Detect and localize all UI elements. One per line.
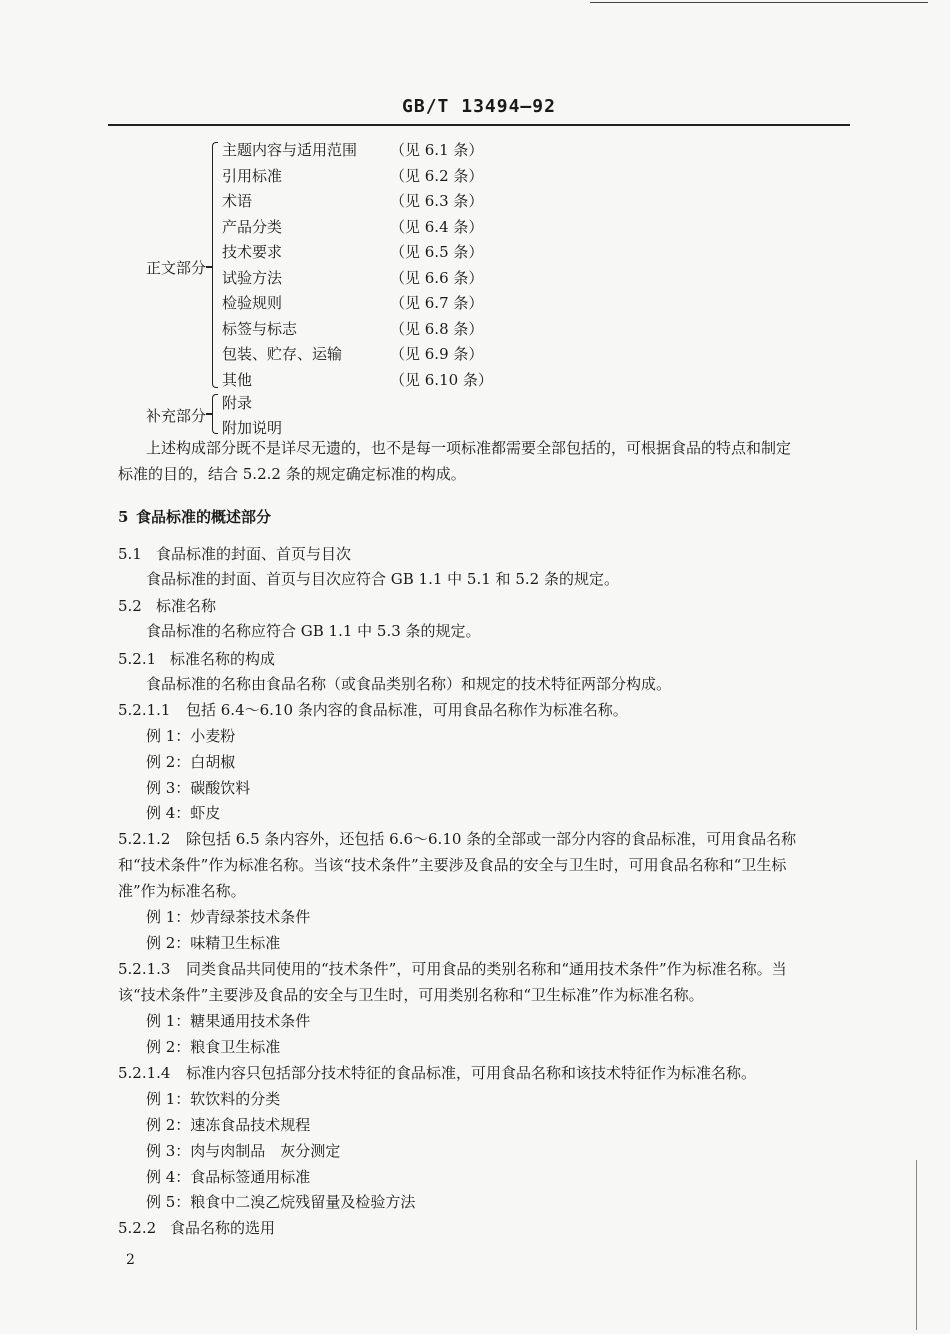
standard-code-header: GB/T 13494—92 bbox=[402, 96, 556, 117]
paragraph-line: 除包括 6.5 条内容外，还包括 6.6～6.10 条的全部或一部分内容的食品标准，可用食品名称 bbox=[186, 830, 797, 848]
list-item: 附加说明 bbox=[222, 419, 283, 437]
list-item: 包装、贮存、运输 bbox=[222, 345, 343, 363]
header-rule bbox=[108, 124, 850, 126]
list-item: 主题内容与适用范围 bbox=[222, 141, 358, 159]
section-5-2-2-title: 食品名称的选用 bbox=[170, 1219, 276, 1237]
supp-part-brace-tip bbox=[206, 413, 212, 415]
list-item-ref: （见 6.8 条） bbox=[390, 320, 484, 338]
list-item: 附录 bbox=[222, 394, 253, 412]
example-item: 例 1：糖果通用技术条件 bbox=[146, 1012, 311, 1030]
list-item: 试验方法 bbox=[222, 269, 283, 287]
section-5-2-1-title: 标准名称的构成 bbox=[170, 650, 276, 668]
section-5-1-title: 食品标准的封面、首页与目次 bbox=[156, 545, 352, 563]
example-item: 例 5：粮食中二溴乙烷残留量及检验方法 bbox=[146, 1193, 416, 1211]
section-5-1-body: 食品标准的封面、首页与目次应符合 GB 1.1 中 5.1 和 5.2 条的规定。 bbox=[146, 570, 619, 588]
section-5-2-title: 标准名称 bbox=[156, 597, 217, 615]
list-item: 术语 bbox=[222, 192, 253, 210]
list-item-ref: （见 6.9 条） bbox=[390, 345, 484, 363]
list-item-ref: （见 6.6 条） bbox=[390, 269, 484, 287]
list-item-ref: （见 6.4 条） bbox=[390, 218, 484, 236]
example-item: 例 4：食品标签通用标准 bbox=[146, 1168, 311, 1186]
paragraph-line: 该“技术条件”主要涉及食品的安全与卫生时，可用类别名称和“卫生标准”作为标准名称。 bbox=[118, 986, 704, 1004]
example-item: 例 1：小麦粉 bbox=[146, 727, 236, 745]
example-item: 例 3：肉与肉制品 灰分测定 bbox=[146, 1142, 341, 1160]
example-item: 例 2：白胡椒 bbox=[146, 753, 236, 771]
section-5-2-number: 5.2 bbox=[118, 597, 142, 615]
section-5-2-body: 食品标准的名称应符合 GB 1.1 中 5.3 条的规定。 bbox=[146, 622, 481, 640]
example-item: 例 2：味精卫生标准 bbox=[146, 934, 281, 952]
list-item-ref: （见 6.7 条） bbox=[390, 294, 484, 312]
section-5-2-1-4-number: 5.2.1.4 bbox=[118, 1064, 171, 1082]
list-item-ref: （见 6.2 条） bbox=[390, 167, 484, 185]
section-5-2-1-2-number: 5.2.1.2 bbox=[118, 830, 171, 848]
section-5-2-1-3-number: 5.2.1.3 bbox=[118, 960, 171, 978]
section-5-2-1-4-text: 标准内容只包括部分技术特征的食品标准，可用食品名称和该技术特征作为标准名称。 bbox=[186, 1064, 757, 1082]
page-number: 2 bbox=[126, 1252, 135, 1268]
list-item-ref: （见 6.1 条） bbox=[390, 141, 484, 159]
supp-part-label: 补充部分 bbox=[146, 407, 207, 425]
paragraph-line: 上述构成部分既不是详尽无遗的，也不是每一项标准都需要全部包括的，可根据食品的特点和制定 bbox=[146, 439, 792, 457]
example-item: 例 1：软饮料的分类 bbox=[146, 1090, 281, 1108]
paragraph-line: 同类食品共同使用的“技术条件”，可用食品的类别名称和“通用技术条件”作为标准名称。当 bbox=[186, 960, 787, 978]
list-item: 检验规则 bbox=[222, 294, 283, 312]
section-5-2-1-1-number: 5.2.1.1 bbox=[118, 701, 171, 719]
example-item: 例 2：粮食卫生标准 bbox=[146, 1038, 281, 1056]
example-item: 例 2：速冻食品技术规程 bbox=[146, 1116, 311, 1134]
paragraph-line: 标准的目的，结合 5.2.2 条的规定确定标准的构成。 bbox=[118, 465, 466, 483]
main-part-brace bbox=[212, 142, 218, 388]
example-item: 例 4：虾皮 bbox=[146, 804, 221, 822]
supp-part-brace bbox=[212, 394, 218, 434]
main-part-brace-tip bbox=[206, 266, 212, 268]
list-item-ref: （见 6.5 条） bbox=[390, 243, 484, 261]
section-5-number: 5 bbox=[118, 508, 129, 526]
section-5-title: 食品标准的概述部分 bbox=[136, 508, 272, 526]
top-rule bbox=[590, 2, 928, 3]
section-5-2-1-number: 5.2.1 bbox=[118, 650, 157, 668]
section-5-1-number: 5.1 bbox=[118, 545, 142, 563]
list-item: 其他 bbox=[222, 371, 253, 389]
list-item-ref: （见 6.3 条） bbox=[390, 192, 484, 210]
list-item: 产品分类 bbox=[222, 218, 283, 236]
paragraph-line: 准”作为标准名称。 bbox=[118, 882, 246, 900]
scan-edge-line bbox=[916, 1160, 917, 1330]
main-part-label: 正文部分 bbox=[146, 259, 207, 277]
example-item: 例 3：碳酸饮料 bbox=[146, 779, 251, 797]
list-item-ref: （见 6.10 条） bbox=[390, 371, 493, 389]
list-item: 引用标准 bbox=[222, 167, 283, 185]
list-item: 标签与标志 bbox=[222, 320, 298, 338]
section-5-2-1-body: 食品标准的名称由食品名称（或食品类别名称）和规定的技术特征两部分构成。 bbox=[146, 675, 672, 693]
list-item: 技术要求 bbox=[222, 243, 283, 261]
example-item: 例 1：炒青绿茶技术条件 bbox=[146, 908, 311, 926]
section-5-2-1-1-text: 包括 6.4～6.10 条内容的食品标准，可用食品名称作为标准名称。 bbox=[186, 701, 628, 719]
paragraph-line: 和“技术条件”作为标准名称。当该“技术条件”主要涉及食品的安全与卫生时，可用食品名称和“卫生标 bbox=[118, 856, 787, 874]
section-5-2-2-number: 5.2.2 bbox=[118, 1219, 157, 1237]
